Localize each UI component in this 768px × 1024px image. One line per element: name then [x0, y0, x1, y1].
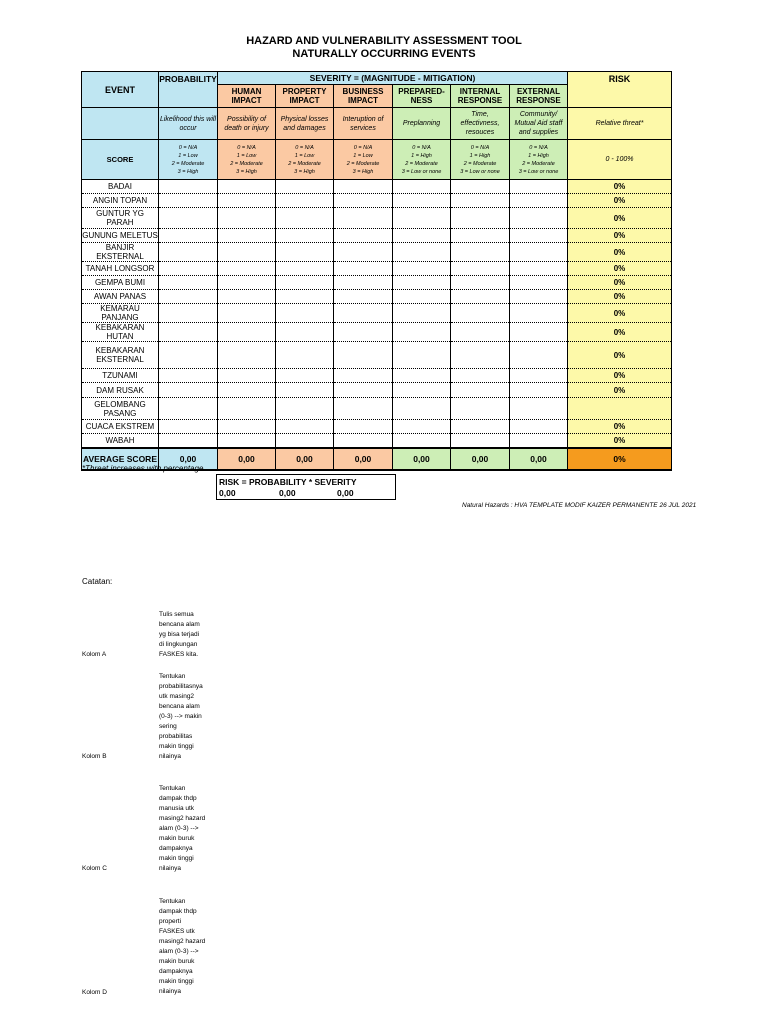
note-line: manusia utk [159, 805, 195, 812]
note-line: probabilitasnya [159, 683, 203, 690]
score-input-cell[interactable] [276, 398, 334, 420]
score-input-cell[interactable] [159, 208, 218, 229]
score-input-cell[interactable] [393, 180, 451, 194]
event-risk: 0% [568, 208, 672, 229]
score-legend-line: 1 = Low [236, 152, 257, 159]
event-row [82, 208, 672, 229]
score-input-cell[interactable] [510, 383, 568, 398]
event-risk: 0% [568, 180, 672, 194]
prepared-desc: Preplanning [393, 108, 451, 140]
score-input-cell[interactable] [393, 243, 451, 262]
score-input-cell[interactable] [276, 383, 334, 398]
score-input-cell[interactable] [276, 420, 334, 434]
event-risk: 0% [568, 290, 672, 304]
event-risk: 0% [568, 276, 672, 290]
score-input-cell[interactable] [451, 434, 510, 448]
score-input-cell[interactable] [218, 323, 276, 342]
score-legend-line: 0 = N/A [353, 144, 373, 151]
score-input-cell[interactable] [510, 369, 568, 383]
score-input-cell[interactable] [159, 434, 218, 448]
score-input-cell[interactable] [510, 229, 568, 243]
score-legend-line: 0 = N/A [237, 144, 256, 151]
score-input-cell[interactable] [510, 194, 568, 208]
formula-value: 0,00 [279, 488, 296, 498]
score-input-cell[interactable] [393, 369, 451, 383]
event-name: CUACA EKSTREM [82, 420, 159, 434]
severity-header: SEVERITY = (MAGNITUDE - MITIGATION) [218, 72, 568, 85]
note-line: FASKES kita. [159, 651, 199, 658]
note-line: dampak thdp [159, 908, 197, 915]
preparedness-header: PREPARED-NESS [393, 85, 451, 108]
human-desc: Possibility of death or injury [218, 108, 276, 140]
kolom-label: Kolom A [82, 651, 107, 658]
internal-response-header: INTERNAL RESPONSE [451, 85, 510, 108]
score-input-cell[interactable] [510, 342, 568, 369]
note-line: sering [159, 723, 177, 730]
score-label: SCORE [82, 140, 159, 180]
property-desc: Physical losses and damages [276, 108, 334, 140]
score-input-cell[interactable] [159, 262, 218, 276]
score-input-cell[interactable] [510, 323, 568, 342]
score-input-cell[interactable] [218, 398, 276, 420]
note-text [159, 784, 229, 874]
event-name: BANJIR EKSTERNAL [82, 243, 159, 262]
business-impact-header: BUSINESS IMPACT [334, 85, 393, 108]
event-name: DAM RUSAK [82, 383, 159, 398]
score-input-cell[interactable] [218, 383, 276, 398]
score-input-cell[interactable] [218, 243, 276, 262]
probability-header: PROBABILITY [159, 72, 218, 108]
note-line: FASKES utk [159, 928, 195, 935]
score-input-cell[interactable] [276, 434, 334, 448]
event-row [82, 420, 672, 434]
score-legend-line: 3 = High [294, 168, 315, 175]
score-legend-line: 3 = Low or none [518, 168, 559, 175]
formula-value: 0,00 [219, 488, 236, 498]
score-input-cell[interactable] [451, 290, 510, 304]
score-legend-line: 1 = High [469, 152, 491, 159]
score-input-cell[interactable] [510, 262, 568, 276]
score-legend-line: 3 = Low or none [401, 168, 442, 175]
average-value: 0,00 [276, 448, 334, 470]
score-input-cell[interactable] [334, 262, 393, 276]
score-input-cell[interactable] [159, 229, 218, 243]
score-input-cell[interactable] [451, 180, 510, 194]
score-input-cell[interactable] [393, 208, 451, 229]
score-input-cell[interactable] [451, 262, 510, 276]
event-row [82, 342, 672, 369]
score-input-cell[interactable] [393, 323, 451, 342]
score-input-cell[interactable] [276, 276, 334, 290]
score-legend-line: 2 = Moderate [522, 160, 555, 167]
catatan-label: Catatan: [82, 577, 113, 586]
event-row [82, 243, 672, 262]
score-input-cell[interactable] [218, 208, 276, 229]
note-line: alam (0-3) --> [159, 825, 199, 832]
event-name: GEMPA BUMI [82, 276, 159, 290]
note-line: bencana alam [159, 703, 200, 710]
score-input-cell[interactable] [393, 194, 451, 208]
event-name: WABAH [82, 434, 159, 448]
score-input-cell[interactable] [451, 276, 510, 290]
score-input-cell[interactable] [218, 276, 276, 290]
score-input-cell[interactable] [451, 208, 510, 229]
score-input-cell[interactable] [334, 194, 393, 208]
score-input-cell[interactable] [276, 194, 334, 208]
external-desc: Community/ Mutual Aid staff and supplies [510, 108, 568, 140]
note-line: probabilitas [159, 733, 193, 740]
event-risk [568, 398, 672, 420]
score-input-cell[interactable] [276, 342, 334, 369]
event-name: GUNUNG MELETUS [82, 229, 159, 243]
score-input-cell[interactable] [393, 229, 451, 243]
score-input-cell[interactable] [159, 342, 218, 369]
score-input-cell[interactable] [334, 229, 393, 243]
score-input-cell[interactable] [510, 290, 568, 304]
note-line: properti [159, 918, 182, 925]
score-input-cell[interactable] [451, 398, 510, 420]
property-impact-header: PROPERTY IMPACT [276, 85, 334, 108]
risk-scale: 0 - 100% [568, 140, 672, 180]
score-legend-line: 0 = N/A [470, 144, 490, 151]
score-input-cell[interactable] [334, 323, 393, 342]
event-row [82, 383, 672, 398]
event-risk: 0% [568, 342, 672, 369]
score-input-cell[interactable] [159, 194, 218, 208]
score-input-cell[interactable] [218, 304, 276, 323]
score-input-cell[interactable] [451, 369, 510, 383]
score-input-cell[interactable] [393, 276, 451, 290]
score-input-cell[interactable] [510, 180, 568, 194]
average-value: 0,00 [451, 448, 510, 470]
score-legend-line: 0 = N/A [295, 144, 314, 151]
event-row [82, 180, 672, 194]
event-row [82, 194, 672, 208]
average-value: 0,00 [393, 448, 451, 470]
event-name: BADAI [82, 180, 159, 194]
score-input-cell[interactable] [218, 434, 276, 448]
note-line: Tentukan [159, 673, 186, 680]
event-row [82, 276, 672, 290]
note-line: makin buruk [159, 958, 195, 965]
score-input-cell[interactable] [334, 304, 393, 323]
score-input-cell[interactable] [159, 383, 218, 398]
event-row [82, 369, 672, 383]
score-legend-line: 1 = High [411, 152, 432, 159]
score-input-cell[interactable] [393, 342, 451, 369]
score-input-cell[interactable] [276, 262, 334, 276]
score-legend-line: 1 = Low [353, 152, 373, 159]
average-value: 0,00 [510, 448, 568, 470]
score-input-cell[interactable] [218, 290, 276, 304]
score-input-cell[interactable] [276, 304, 334, 323]
score-input-cell[interactable] [510, 208, 568, 229]
average-value: 0,00 [218, 448, 276, 470]
score-legend-line: 3 = Low or none [460, 168, 500, 175]
event-name: GUNTUR YG PARAH [82, 208, 159, 229]
event-risk: 0% [568, 262, 672, 276]
score-input-cell[interactable] [276, 290, 334, 304]
score-input-cell[interactable] [276, 243, 334, 262]
event-risk: 0% [568, 243, 672, 262]
event-name: GELOMBANG PASANG [82, 398, 159, 420]
title-line-1: HAZARD AND VULNERABILITY ASSESSMENT TOOL [246, 35, 522, 47]
score-input-cell[interactable] [451, 194, 510, 208]
score-input-cell[interactable] [159, 276, 218, 290]
event-risk: 0% [568, 434, 672, 448]
note-line: dampaknya [159, 845, 193, 852]
risk-desc: Relative threat* [568, 108, 672, 140]
event-name: KEBAKARAN HUTAN [82, 323, 159, 342]
score-input-cell[interactable] [334, 434, 393, 448]
event-risk: 0% [568, 229, 672, 243]
event-row [82, 229, 672, 243]
score-input-cell[interactable] [393, 398, 451, 420]
event-name: ANGIN TOPAN [82, 194, 159, 208]
score-input-cell[interactable] [334, 398, 393, 420]
score-input-cell[interactable] [451, 420, 510, 434]
note-line: yg bisa terjadi [159, 631, 200, 638]
score-input-cell[interactable] [159, 398, 218, 420]
average-value: 0,00 [334, 448, 393, 470]
note-line: makin tinggi [159, 743, 194, 750]
score-legend [159, 140, 218, 180]
average-label: AVERAGE SCORE [82, 448, 159, 470]
score-input-cell[interactable] [334, 420, 393, 434]
score-input-cell[interactable] [451, 383, 510, 398]
event-row [82, 434, 672, 448]
title-line-2: NATURALLY OCCURRING EVENTS [292, 48, 476, 60]
score-legend-line: 3 = High [236, 168, 257, 175]
score-legend-line: 2 = Moderate [463, 160, 497, 167]
score-input-cell[interactable] [393, 304, 451, 323]
score-input-cell[interactable] [451, 229, 510, 243]
score-input-cell[interactable] [218, 180, 276, 194]
note-line: Tulis semua [159, 611, 194, 618]
score-input-cell[interactable] [393, 434, 451, 448]
note-line: masing2 hazard [159, 815, 206, 822]
note-text [159, 897, 229, 997]
score-legend-line: 2 = Moderate [288, 160, 321, 167]
kolom-label: Kolom B [82, 753, 107, 760]
score-input-cell[interactable] [334, 369, 393, 383]
score-legend-line: 3 = High [352, 168, 374, 175]
note-line: nilainya [159, 753, 182, 760]
score-legend-line: 3 = High [177, 168, 199, 175]
score-input-cell[interactable] [510, 420, 568, 434]
internal-desc: Time, effectivness, resouces [451, 108, 510, 140]
score-input-cell[interactable] [218, 229, 276, 243]
event-desc [82, 108, 159, 140]
risk-formula-box [216, 474, 396, 500]
score-input-cell[interactable] [218, 369, 276, 383]
average-risk: 0% [568, 448, 672, 470]
event-risk: 0% [568, 369, 672, 383]
event-row [82, 398, 672, 420]
probability-desc: Likelihood this will occur [159, 108, 218, 140]
note-line: utk masing2 [159, 693, 195, 700]
score-input-cell[interactable] [451, 304, 510, 323]
formula-value: 0,00 [337, 488, 354, 498]
score-input-cell[interactable] [276, 323, 334, 342]
source-note: Natural Hazards : HVA TEMPLATE MODIF KAIZER PERMANENTE 26 JUL 2021 [462, 502, 697, 509]
hva-table [81, 71, 672, 471]
note-line: di lingkungan [159, 641, 198, 648]
note-line: makin tinggi [159, 978, 194, 985]
score-legend-line: 1 = Low [294, 152, 315, 159]
score-legend [276, 140, 334, 180]
event-risk: 0% [568, 420, 672, 434]
event-name: KEBAKARAN EKSTERNAL [82, 342, 159, 369]
business-desc: Interuption of services [334, 108, 393, 140]
score-legend [451, 140, 510, 180]
score-input-cell[interactable] [159, 243, 218, 262]
human-impact-header: HUMAN IMPACT [218, 85, 276, 108]
note-line: dampak thdp [159, 795, 197, 802]
note-line: makin buruk [159, 835, 195, 842]
score-legend-line: 0 = N/A [178, 144, 198, 151]
score-input-cell[interactable] [334, 342, 393, 369]
score-legend-line: 2 = Moderate [405, 160, 438, 167]
score-legend-line: 2 = Moderate [346, 160, 380, 167]
score-input-cell[interactable] [334, 208, 393, 229]
event-row [82, 290, 672, 304]
note-line: Tentukan [159, 785, 186, 792]
score-legend-line: 2 = Moderate [230, 160, 263, 167]
score-input-cell[interactable] [510, 276, 568, 290]
note-line: masing2 hazard [159, 938, 206, 945]
score-input-cell[interactable] [334, 180, 393, 194]
external-response-header: EXTERNAL RESPONSE [510, 85, 568, 108]
event-name: TANAH LONGSOR [82, 262, 159, 276]
score-legend-line: 1 = Low [178, 152, 198, 159]
score-input-cell[interactable] [510, 434, 568, 448]
score-input-cell[interactable] [276, 180, 334, 194]
score-input-cell[interactable] [159, 290, 218, 304]
score-input-cell[interactable] [334, 383, 393, 398]
note-line: dampaknya [159, 968, 193, 975]
score-legend-line: 0 = N/A [529, 144, 548, 151]
score-input-cell[interactable] [451, 243, 510, 262]
risk-header: RISK [568, 72, 672, 108]
note-line: nilainya [159, 988, 182, 995]
event-name: AWAN PANAS [82, 290, 159, 304]
score-input-cell[interactable] [218, 420, 276, 434]
score-input-cell[interactable] [451, 342, 510, 369]
score-input-cell[interactable] [334, 276, 393, 290]
event-risk: 0% [568, 323, 672, 342]
score-legend [334, 140, 393, 180]
score-input-cell[interactable] [393, 290, 451, 304]
note-line: bencana alam [159, 621, 200, 628]
note-line: Tentukan [159, 898, 186, 905]
score-input-cell[interactable] [393, 383, 451, 398]
event-name: KEMARAU PANJANG [82, 304, 159, 323]
score-input-cell[interactable] [276, 208, 334, 229]
score-legend-line: 0 = N/A [412, 144, 431, 151]
score-input-cell[interactable] [159, 323, 218, 342]
risk-formula: RISK = PROBABILITY * SEVERITY [219, 477, 357, 487]
event-risk: 0% [568, 194, 672, 208]
note-line: alam (0-3) --> [159, 948, 199, 955]
event-risk: 0% [568, 304, 672, 323]
score-input-cell[interactable] [451, 323, 510, 342]
score-legend [393, 140, 451, 180]
score-input-cell[interactable] [393, 262, 451, 276]
note-text [159, 672, 229, 762]
score-input-cell[interactable] [159, 180, 218, 194]
score-input-cell[interactable] [276, 229, 334, 243]
score-input-cell[interactable] [159, 420, 218, 434]
note-line: makin tinggi [159, 855, 194, 862]
score-legend-line: 2 = Moderate [171, 160, 205, 167]
note-text [159, 610, 229, 660]
score-input-cell[interactable] [276, 369, 334, 383]
score-legend-line: 1 = High [528, 152, 549, 159]
event-row [82, 262, 672, 276]
score-input-cell[interactable] [218, 262, 276, 276]
kolom-label: Kolom D [82, 989, 107, 996]
score-input-cell[interactable] [393, 420, 451, 434]
score-input-cell[interactable] [510, 398, 568, 420]
note-line: (0-3) --> makin [159, 713, 202, 720]
score-input-cell[interactable] [510, 304, 568, 323]
event-risk: 0% [568, 383, 672, 398]
score-input-cell[interactable] [218, 342, 276, 369]
event-header: EVENT [82, 72, 159, 108]
event-name: TZUNAMI [82, 369, 159, 383]
average-value: 0,00 [159, 448, 218, 470]
event-row [82, 323, 672, 342]
score-input-cell[interactable] [334, 290, 393, 304]
note-line: nilainya [159, 865, 182, 872]
score-input-cell[interactable] [334, 243, 393, 262]
score-input-cell[interactable] [159, 369, 218, 383]
event-row [82, 304, 672, 323]
score-input-cell[interactable] [159, 304, 218, 323]
score-input-cell[interactable] [510, 243, 568, 262]
kolom-label: Kolom C [82, 865, 107, 872]
score-input-cell[interactable] [218, 194, 276, 208]
score-legend [510, 140, 568, 180]
footnote: *Threat increases with percentage. [82, 464, 206, 473]
score-legend [218, 140, 276, 180]
